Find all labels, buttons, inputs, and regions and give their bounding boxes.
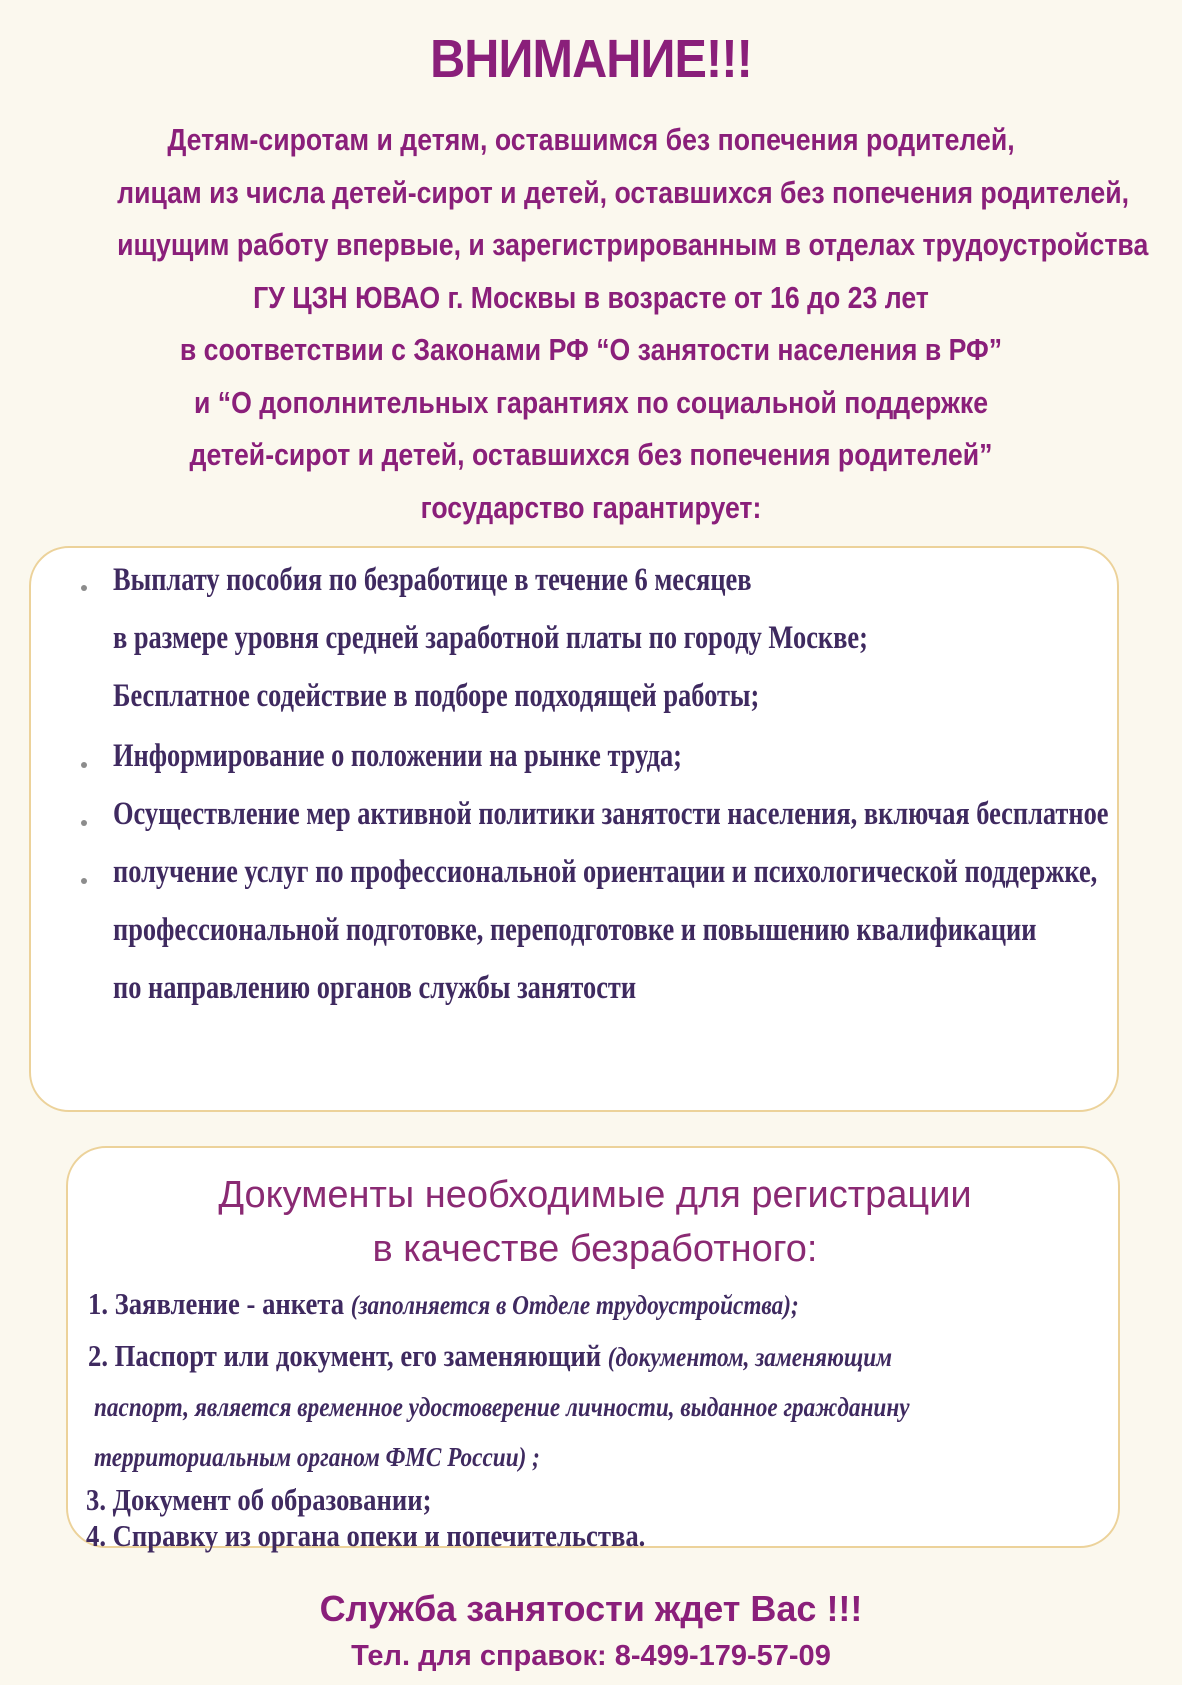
document-item-4: 4. Справку из органа опеки и попечительства. — [86, 1518, 646, 1553]
bullet-icon — [81, 585, 87, 591]
document-item-3: 3. Документ об образовании; — [86, 1482, 432, 1517]
bullet-icon — [81, 820, 87, 826]
documents-heading: в качестве безработного: — [372, 1228, 818, 1270]
intro-line: ГУ ЦЗН ЮВАО г. Москвы в возрасте от 16 до 23 лет — [253, 279, 929, 315]
guarantee-item: Выплату пособия по безработице в течение 6 месяцев — [113, 562, 752, 598]
guarantees-box — [29, 546, 1119, 1112]
intro-line: детей-сирот и детей, оставшихся без попечения родителей” — [189, 437, 993, 472]
guarantee-item: получение услуг по профессиональной ориентации и психологической поддержке, — [113, 854, 1098, 890]
documents-box — [66, 1146, 1120, 1553]
guarantee-item: по направлению органов службы занятости — [113, 970, 637, 1006]
intro-line: государство гарантирует: — [420, 489, 762, 525]
intro-line: Детям-сиротам и детям, оставшимся без попечения родителей, — [167, 122, 1015, 157]
document-item-note: (заполняется в Отделе трудоустройства); — [350, 1290, 799, 1320]
footer-slogan: Служба занятости ждет Вас !!! — [319, 1588, 863, 1629]
intro-line: и “О дополнительных гарантиях по социальной поддержке — [193, 384, 989, 420]
page-title: ВНИМАНИЕ!!! — [430, 29, 752, 89]
guarantee-item: профессиональной подготовке, переподготовке и повышению квалификации — [113, 912, 1037, 948]
document-item-1 — [88, 1286, 799, 1322]
document-item-2-note — [94, 1388, 910, 1424]
document-item-2-note — [94, 1438, 540, 1474]
intro-line: ищущим работу впервые, и зарегистрированным в отделах трудоустройства — [117, 227, 1149, 262]
guarantee-item: Информирование о положении на рынке труда; — [113, 738, 682, 774]
document-item-2 — [88, 1338, 892, 1374]
document-item-note: паспорт, является временное удостоверение личности, выданное гражданину — [94, 1392, 910, 1422]
guarantee-item: Осуществление мер активной политики занятости населения, включая бесплатное — [113, 796, 1109, 832]
guarantee-item: Бесплатное содействие в подборе подходящей работы; — [113, 678, 760, 714]
document-item-text: 1. Заявление - анкета — [88, 1286, 351, 1321]
intro-line: лицам из числа детей-сирот и детей, оставшихся без попечения родителей, — [117, 174, 1130, 210]
document-item-note: (документом, заменяющим — [607, 1342, 893, 1372]
document-item-note: территориальным органом ФМС России) ; — [94, 1442, 540, 1472]
footer-phone: Тел. для справок: 8-499-179-57-09 — [351, 1640, 831, 1672]
intro-line: в соответствии с Законами РФ “О занятости населения в РФ” — [179, 332, 1003, 367]
documents-heading: Документы необходимые для регистрации — [218, 1174, 972, 1216]
bullet-icon — [81, 762, 87, 768]
document-item-text: 2. Паспорт или документ, его заменяющий — [88, 1338, 608, 1373]
guarantee-item: в размере уровня средней заработной платы по городу Москве; — [113, 620, 868, 656]
intro-text — [117, 114, 1149, 534]
bullet-icon — [81, 878, 87, 884]
